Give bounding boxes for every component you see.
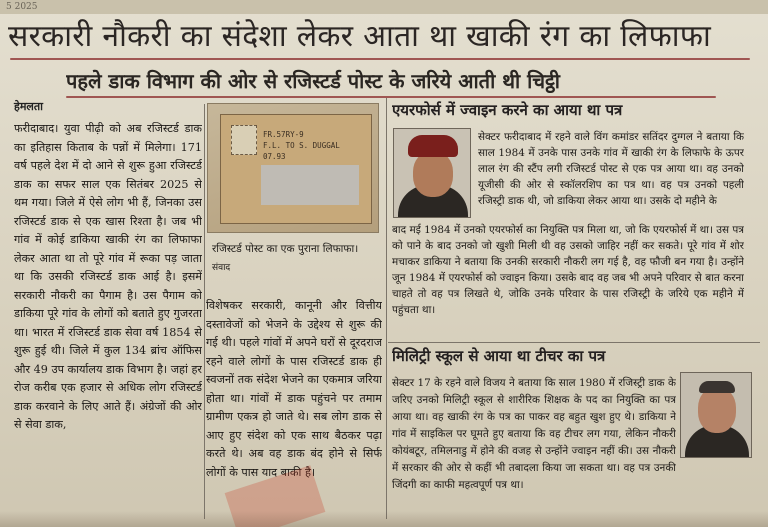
caption-text: रजिस्टर्ड पोस्ट का एक पुराना लिफाफा। [212,243,359,255]
headline: सरकारी नौकरी का संदेशा लेकर आता था खाकी रंग का लिफाफा [8,19,712,54]
hair-icon [699,381,735,393]
envelope-line: FR.57RY-9 [263,130,304,139]
beret-icon [408,135,458,157]
article-column-1: फरीदाबाद। युवा पीढ़ी को अब रजिस्टर्ड डाक का इतिहास किताब के पन्नों में मिलेगा। 171 वर्ष पहले देश में दो आने से शुरू हुआ रजिस्टर्ड डाक का सफर साल एक सितंबर 2025 से थम गया। जिले में ऐसे लोग भी हैं, जिनका उस रजिस्टर्ड डाक से एक खास रिश्ता है। जब भी गांव में कोई डाकिया खाकी रंग का लिफाफा लेकर आता था तो पूरे गांव में रूका पड़ जाता था कि उसकी रजिस्टर्ड डाक आई है। इसमें सरकारी नौकरी का पैगाम है। उस पैगाम को डाकिया पूरे गांव के लोगों को बताते हुए गुजरता था। भारत में रजिस्टर्ड डाक सेवा वर्ष 1854 से शुरू हुई थी। जिले में कुल 134 ब्रांच ऑफिस और 49 उप कार्यालय डाक विभाग है। जहां हर रोज करीब एक हजार से अधिक लोग रजिस्टर्ड डाक करवाने के लिए आते हैं। अंग्रेजों की ओर से सेवा डाक, [14,122,202,431]
subheadline: पहले डाक विभाग की ओर से रजिस्टर्ड पोस्ट के जरिये आती थी चिट्ठी [66,69,560,93]
redacted-area [261,165,359,205]
underline-mark [10,58,750,60]
envelope-photo [207,103,379,233]
sidebar-title-military-school: मिलिट्री स्कूल से आया था टीचर का पत्र [392,347,606,365]
sidebar1-text-bottom: बाद मई 1984 में उनको एयरफोर्स का नियुक्ति पत्र मिला था, जो कि एयरफोर्स में था। उस पत्र को पाने के बाद उनको जो खुशी मिली थी वह उसको जाहिर नहीं कर सकते। पूरे गांव में शोर मचाकर डाकिया ने बताया कि उनकी सरकारी नौकरी लग गई है, वह फौजी बन गया है। उन्होंने जून 1984 में एयरफोर्स को ज्वाइन किया। उसके बाद वह जब भी अपने परिवार से बात करना चाहते तो वह पत्र लिखते थे, जोकि उनके परिवार के पास रजिस्ट्री के जरिये एक महीने में पहुंचता था। [392,224,744,316]
top-strip: 5 2025 [0,0,768,14]
section-divider [388,342,760,343]
envelope-line: F.L. TO S. DUGGAL [263,141,340,150]
envelope-line: 07.93 [263,152,286,161]
column-divider [204,104,205,519]
sidebar-title-airforce: एयरफोर्स में ज्वाइन करने का आया था पत्र [392,101,623,119]
byline: हेमलता [14,100,43,113]
portrait-vijay [680,372,752,458]
portrait-face [698,387,736,433]
photo-caption [212,240,378,280]
article-column-2: विशेषकर सरकारी, कानूनी और वित्तीय दस्तावेजों को भेजने के उद्देश्य से शुरू की गई थी। पहले गांवों में अपने घरों से दूरदराज रहने वाले लोगों के पास रजिस्टर्ड डाक ही स्वजनों तक संदेश भेजने का एकमात्र जरिया होता था। गांवों में डाक पहुंचने पर तमाम ग्रामीण एकत्र हो जाते थे। सब लोग डाक से आए हुए संदेश को एक साथ बैठकर पढ़ा करते थे। अब वह डाक बंद होने से सिर्फ लोगों के पास याद बाकी है। [206,299,382,479]
envelope-image [220,114,372,224]
portrait-wing-commander [393,128,471,218]
envelope-address [263,129,367,162]
sidebar1-text-top: सेक्टर फरीदाबाद में रहने वाले विंग कमांडर सतिंदर दुग्गल ने बताया कि साल 1984 में उनके पास उनके गांव में खाकी रंग के लिफाफे के ऊपर लाल रंग की स्टैंप लगी रजिस्टर्ड पोस्ट से एक पत्र आया था। वह उनको यूजीसी की ओर से स्कॉलरशिप का पत्र था। वह पत्र उनको पहली रजिस्ट्री डाक थी, जो डाकिया लेकर आया था। उसके दो महीने के [478,131,744,207]
page-shadow [0,511,768,527]
portrait-face [413,151,453,197]
stamp-icon [231,125,257,155]
sidebar2-text: सेक्टर 17 के रहने वाले विजय ने बताया कि साल 1980 में रजिस्ट्री डाक के जरिए उनको मिलिट्री स्कूल से शारीरिक शिक्षक के पद का नियुक्ति का पत्र आया था। वह खाकी रंग के पत्र का पाकर वह बहुत खुश हुए थे। डाकिया ने गांव में साइकिल पर घूमते हुए बताया कि वह टीचर लग गया, लेकिन नौकरी कोयंबटूर, तमिलनाडु में होने की वजह से उन्होंने ज्वाइन नहीं की। उस नौकरी में सरकार की ओर से कहीं भी तबादला किया जा सकता था। वह पत्र उनकी जिंदगी का काफी महत्वपूर्ण पत्र था। [392,377,676,491]
caption-credit: संवाद [212,263,231,273]
column-divider [386,98,387,519]
